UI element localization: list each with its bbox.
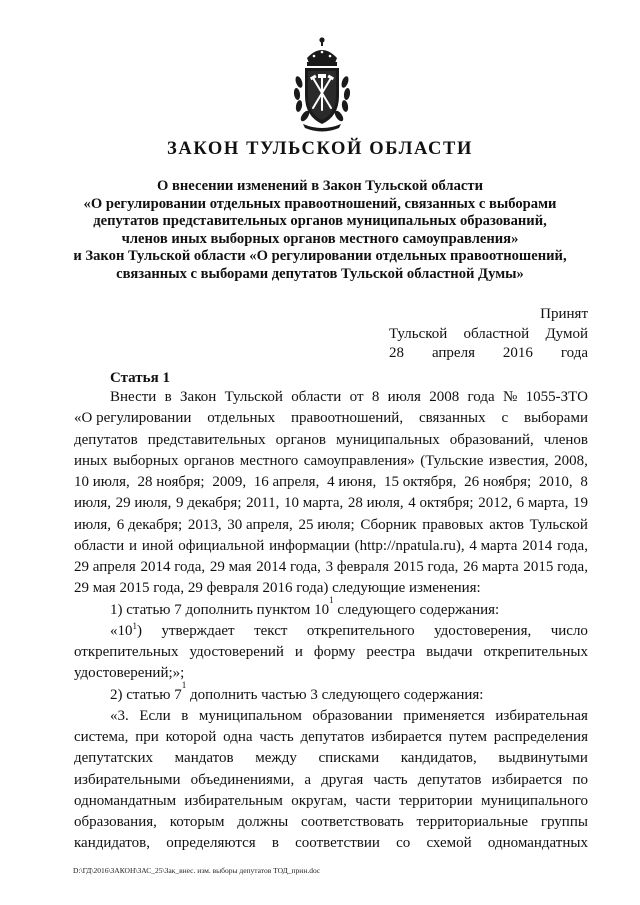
- word: 26 ноября;: [464, 474, 532, 490]
- text-line: [74, 430, 588, 451]
- amendment-item-1: [74, 594, 588, 621]
- word: а: [304, 771, 311, 788]
- word: муниципального: [480, 792, 588, 809]
- word: депутатов: [74, 431, 138, 448]
- word: определяются: [166, 835, 256, 852]
- article-heading: Статья 1: [110, 370, 170, 386]
- word: путем: [448, 729, 487, 745]
- subtitle-line: депутатов представительных органов муниципальных образований,: [93, 213, 547, 230]
- quote1-superscript: 1: [132, 620, 137, 631]
- word: части: [355, 792, 391, 809]
- word: местного: [239, 452, 299, 469]
- adopted-word: областной: [463, 325, 530, 342]
- subtitle-line: и Закон Тульской области «О регулировании отдельных правоотношений,: [73, 248, 567, 265]
- word: муниципальном: [198, 707, 302, 724]
- word: 2008: [429, 389, 460, 405]
- word: открепительного: [306, 622, 415, 639]
- word: территориальные: [416, 814, 529, 830]
- item1-text: 1) статью 7 дополнить пунктом 10: [110, 601, 330, 618]
- word: правоотношений,: [290, 410, 404, 427]
- word: избирается: [371, 729, 442, 745]
- text-line: [74, 493, 588, 514]
- word: представительных: [147, 431, 266, 448]
- text-line: [74, 833, 588, 854]
- word: соответствии: [295, 835, 380, 852]
- word: избирается: [491, 771, 563, 788]
- text-line: [74, 536, 588, 557]
- word: должны: [237, 814, 289, 830]
- word: органов: [183, 452, 235, 469]
- word: (Тульские: [420, 452, 484, 469]
- word: 2014 года,: [256, 559, 321, 575]
- adopted-date-word: 2016: [502, 345, 533, 362]
- word: часть: [259, 729, 294, 745]
- word: правовых: [422, 516, 484, 533]
- text-line: [74, 663, 588, 684]
- word: 28 ноября;: [137, 474, 205, 490]
- word: открепительных: [74, 644, 179, 660]
- word: Тульской: [224, 389, 283, 405]
- word: №: [502, 389, 518, 405]
- word: «3.: [110, 707, 129, 724]
- word: 8: [580, 474, 588, 490]
- word: 29 апреля: [74, 559, 136, 575]
- word: 29 мая 2015 года, 29 февраля 2016 года) следующие изменения:: [74, 580, 481, 597]
- word: открепительных: [483, 644, 588, 660]
- word: 4 марта: [469, 537, 518, 554]
- word: 1055-ЗТО: [525, 389, 588, 405]
- word: 15 октября,: [383, 474, 457, 490]
- adoption-block: [389, 305, 588, 364]
- word: текст: [254, 622, 288, 639]
- word: в: [164, 389, 172, 405]
- word: 2011,: [246, 495, 280, 512]
- word: официальной: [178, 537, 265, 554]
- amendment-item-2: [74, 679, 588, 706]
- word: иной: [141, 537, 174, 554]
- word: распределения: [493, 729, 588, 745]
- word: 10 марта,: [283, 495, 344, 512]
- word: часть: [373, 771, 408, 788]
- word: избирательным: [184, 792, 283, 809]
- word: июля,: [74, 516, 111, 533]
- word: области: [291, 389, 342, 405]
- word: одномандатным: [74, 792, 177, 809]
- word: 8: [371, 389, 380, 405]
- word: отдельных: [207, 410, 276, 427]
- law-title: ЗАКОН ТУЛЬСКОЙ ОБЛАСТИ: [167, 139, 473, 159]
- word: система,: [74, 729, 129, 745]
- word: 2013,: [187, 516, 222, 533]
- text-line: [74, 727, 588, 748]
- word: 2014 года,: [140, 559, 206, 575]
- word: органов: [275, 431, 326, 448]
- word: между: [255, 750, 297, 767]
- word: одномандатных: [487, 835, 588, 852]
- text-line: [74, 748, 588, 769]
- word: удостоверений;»;: [74, 665, 185, 682]
- item1-superscript: 1: [329, 594, 334, 605]
- word: число: [550, 622, 588, 639]
- word: одна: [223, 729, 253, 745]
- quote1-first-line: [74, 621, 588, 642]
- word: муниципальных: [335, 431, 440, 448]
- word: 10 июля,: [74, 474, 130, 490]
- word: 2008,: [554, 452, 588, 469]
- word: группы: [540, 814, 588, 830]
- word: Внести: [110, 389, 157, 405]
- word: 3 февраля: [325, 559, 390, 575]
- article-intro-paragraph: [74, 387, 588, 600]
- word: объединениями,: [190, 771, 295, 788]
- text-line: [74, 387, 588, 408]
- word: Закон: [180, 389, 217, 405]
- word: актов: [489, 516, 524, 533]
- item2-superscript: 1: [181, 679, 187, 690]
- word: 4 июня,: [327, 474, 377, 490]
- word: области: [74, 537, 125, 554]
- text-line: [74, 472, 588, 493]
- subtitle-line: О внесении изменений в Закон Тульской области: [157, 178, 483, 194]
- text-line: [74, 642, 588, 663]
- word: 2014: [522, 537, 553, 554]
- word: списками: [318, 750, 380, 767]
- word: 28 июля,: [347, 495, 404, 512]
- word: 16 апреля,: [253, 474, 320, 490]
- word: территории: [398, 792, 473, 809]
- word: Тульской: [529, 516, 588, 533]
- file-path-footer: D:\ГД\2016\ЗАКОН\ЗАС_25\Зак_внес. изм. выборы депутатов ТОД_прин.doc: [73, 866, 321, 875]
- word: со: [396, 835, 411, 852]
- word: которой: [165, 729, 217, 745]
- tula-coat-of-arms-icon: [293, 36, 351, 132]
- word: форму: [313, 644, 356, 660]
- word: применяется: [403, 707, 485, 724]
- word: 4 октября;: [408, 495, 474, 512]
- word: 9 декабря;: [176, 495, 242, 512]
- word: выдачи: [426, 644, 473, 660]
- word: с: [501, 410, 509, 427]
- quote2-paragraph: [74, 706, 588, 855]
- adopted-word: Тульской: [389, 325, 448, 342]
- word: известия,: [488, 452, 549, 469]
- text-line: [74, 408, 588, 429]
- subtitle-line: членов иных выборных органов местного самоуправления»: [121, 230, 519, 247]
- word: «О регулировании: [74, 410, 192, 427]
- text-line: [74, 706, 588, 727]
- word: 2015 года,: [523, 559, 588, 575]
- word: (http://npatula.ru),: [354, 537, 465, 554]
- word: 29 июля,: [115, 495, 172, 512]
- word: от: [349, 389, 364, 405]
- word: Сборник: [360, 516, 417, 533]
- word: мандатов: [174, 750, 234, 767]
- word: членов: [543, 431, 588, 448]
- adopted-date-line: [389, 344, 588, 364]
- word: иных: [74, 452, 108, 469]
- word: при: [135, 729, 159, 745]
- word: в: [181, 707, 189, 724]
- word: выдвинутыми: [498, 750, 588, 767]
- word: 2009,: [212, 474, 247, 490]
- word: кандидатов,: [400, 750, 477, 767]
- text-line: [74, 515, 588, 536]
- word: депутатских: [74, 750, 154, 767]
- word: удостоверения,: [434, 622, 532, 639]
- word: образовании: [312, 707, 393, 724]
- quote1-close: ): [137, 622, 142, 639]
- word: депутатов: [417, 771, 482, 788]
- word: депутатов: [300, 729, 365, 745]
- text-line: [74, 557, 588, 578]
- word: 25 июля;: [298, 516, 355, 533]
- subtitle-line: связанных с выборами депутатов Тульской областной Думы»: [116, 265, 524, 282]
- adopted-date-word: 28: [389, 345, 404, 362]
- word: удостоверений: [189, 644, 284, 660]
- word: выборами: [524, 410, 588, 427]
- text-line: [74, 812, 588, 833]
- article-body: [74, 387, 588, 855]
- word: и: [294, 644, 303, 660]
- word: 6 марта,: [516, 495, 569, 512]
- word: года,: [557, 537, 588, 554]
- word: схемой: [426, 835, 472, 852]
- word: которым: [169, 814, 225, 830]
- adopted-date-word: года: [560, 345, 588, 362]
- word: образований,: [449, 431, 534, 448]
- word: самоуправления»: [303, 452, 415, 469]
- word: 2012,: [478, 495, 512, 512]
- word: 29 мая: [209, 559, 252, 575]
- text-line: [74, 791, 588, 812]
- word: соответствовать: [301, 814, 404, 830]
- word: образования,: [74, 814, 157, 830]
- word: связанных: [418, 410, 486, 427]
- text-line: [74, 770, 588, 791]
- word: кандидатов,: [74, 835, 150, 852]
- word: 19: [572, 495, 588, 512]
- word: июля,: [74, 495, 111, 512]
- word: по: [572, 771, 588, 788]
- quote1-open: «10: [110, 622, 133, 639]
- law-subtitle: [60, 178, 580, 284]
- word: 30 апреля,: [227, 516, 293, 533]
- word: выборных: [113, 452, 179, 469]
- quote1-paragraph: [74, 642, 588, 685]
- word: избирательная: [495, 707, 588, 724]
- word: избирательными: [74, 771, 181, 788]
- adopted-word: Думой: [545, 325, 588, 342]
- item2-text: 2) статью 7: [110, 686, 182, 703]
- adopted-body-line: [389, 325, 588, 345]
- adopted-date-word: апреля: [431, 345, 475, 362]
- word: в: [271, 835, 279, 852]
- word: 26 марта: [463, 559, 519, 575]
- word: реестра: [366, 644, 416, 660]
- word: утверждает: [161, 622, 235, 639]
- word: 2015 года,: [393, 559, 459, 575]
- word: 6 декабря;: [116, 516, 183, 533]
- word: и: [128, 537, 138, 554]
- word: другая: [321, 771, 364, 788]
- adopted-label: Принят: [540, 306, 588, 322]
- subtitle-line: «О регулировании отдельных правоотношений, связанных с выборами: [83, 195, 557, 212]
- word: июля: [387, 389, 421, 405]
- word: года: [467, 389, 495, 405]
- word: округам,: [291, 792, 347, 809]
- word: информации: [269, 537, 350, 554]
- text-line: [74, 451, 588, 472]
- quote1-point-number: [110, 621, 142, 642]
- word: Если: [139, 707, 171, 724]
- item1-text-end: следующего содержания:: [333, 601, 500, 618]
- word: 2010,: [538, 474, 573, 490]
- item2-text-end: дополнить частью 3 следующего содержания:: [186, 686, 484, 703]
